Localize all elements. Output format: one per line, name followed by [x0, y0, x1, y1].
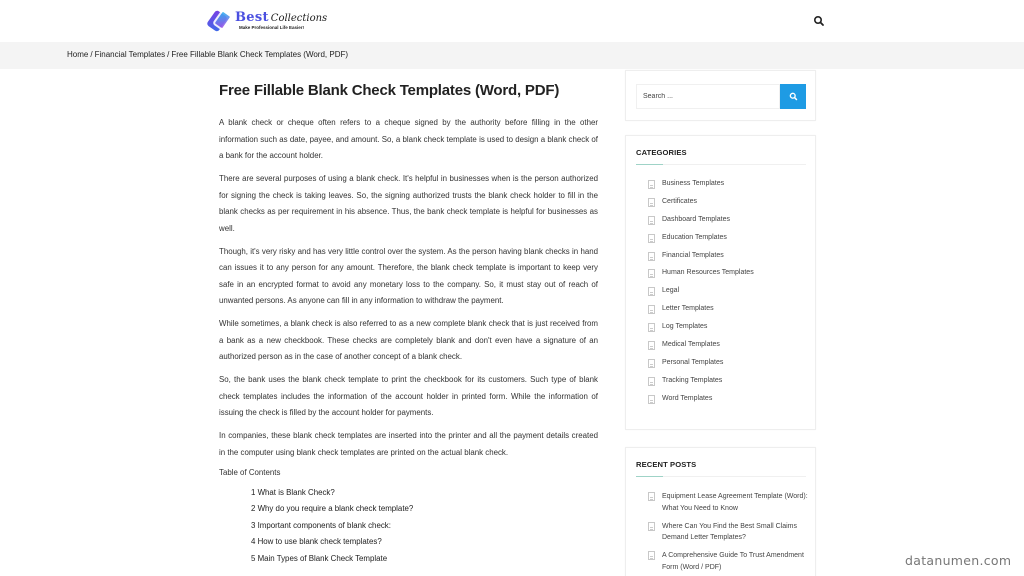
- breadcrumb-home[interactable]: Home: [67, 50, 89, 59]
- breadcrumb-bar: [0, 42, 1024, 69]
- recent-post-link[interactable]: A Comprehensive Guide To Trust Amendment Form (Word / PDF): [662, 552, 804, 571]
- category-link[interactable]: Log Templates: [662, 323, 708, 331]
- toc-link[interactable]: 2 Why do you require a blank check template?: [251, 504, 414, 513]
- toc-link[interactable]: 4 How to use blank check templates?: [251, 537, 382, 546]
- article-paragraph: In companies, these blank check templates are inserted into the printer and all the payment details created in the computer using blank check templates are printed on the actual blank check.: [219, 431, 598, 457]
- search-icon: [789, 92, 798, 101]
- toc-item: [251, 501, 598, 518]
- article-paragraph: Though, it's very risky and has very little control over the system. As the person having blank checks in hand can issues it to any person for any amount. Therefore, the blank check template is important to keep very safe in an encrypted format to avoid any monetary loss to the company. So, it must stay out of reach of unwanted persons. As anyone can fill in any information to withdraw the payment.: [219, 246, 598, 305]
- category-link[interactable]: Letter Templates: [662, 305, 714, 313]
- category-link[interactable]: Personal Templates: [662, 358, 724, 366]
- sidebar: [625, 70, 816, 576]
- category-item: [648, 179, 808, 197]
- category-item: [648, 376, 808, 394]
- search-widget: [625, 70, 816, 121]
- toc-item: [251, 518, 598, 535]
- logo-tagline: Make Professional Life Easier!: [239, 25, 305, 31]
- document-icon: [648, 216, 655, 225]
- category-item: [648, 233, 808, 251]
- categories-title: CATEGORIES: [636, 148, 687, 157]
- search-icon: [813, 15, 825, 27]
- document-icon: [648, 198, 655, 207]
- recent-post-link[interactable]: Where Can You Find the Best Small Claims Demand Letter Templates?: [662, 522, 798, 541]
- site-logo[interactable]: [208, 5, 327, 37]
- categories-widget: [625, 135, 816, 430]
- document-icon: [648, 522, 655, 531]
- category-link[interactable]: Word Templates: [662, 394, 713, 402]
- document-icon: [648, 551, 655, 560]
- category-item: [648, 304, 808, 322]
- document-icon: [648, 395, 655, 404]
- document-icon: [648, 180, 655, 189]
- category-item: [648, 268, 808, 286]
- category-item: [648, 286, 808, 304]
- site-header: [0, 0, 1024, 42]
- search-submit-button[interactable]: [780, 84, 806, 109]
- toc-link[interactable]: 3 Important components of blank check:: [251, 520, 391, 530]
- document-icon: [648, 323, 655, 332]
- breadcrumb-separator: /: [167, 50, 170, 59]
- recent-posts-list: [648, 491, 808, 576]
- logo-mark-icon: [208, 9, 232, 33]
- breadcrumb-separator: /: [90, 50, 93, 59]
- category-link[interactable]: Tracking Templates: [662, 376, 723, 384]
- article-paragraph: A blank check or cheque often refers to a cheque signed by the authority before filling in the other information such as date, payee, and amount. So, a blank check template is used to design a blank check of a bank for the account holder.: [219, 118, 598, 160]
- toc-link[interactable]: 5 Main Types of Blank Check Template: [251, 553, 388, 563]
- title-underline: [636, 476, 806, 477]
- recent-post-item: [648, 491, 808, 521]
- article-paragraph: While sometimes, a blank check is also referred to as a new complete blank check that is just received from a bank as a new checkbook. These checks are completely blank and don't even have a signature of an authorized person as in the case of another concept of a blank check.: [219, 319, 598, 361]
- category-link[interactable]: Dashboard Templates: [662, 215, 730, 223]
- category-item: [648, 197, 808, 215]
- breadcrumb-current: Free Fillable Blank Check Templates (Word, PDF): [171, 50, 349, 59]
- document-icon: [648, 287, 655, 296]
- category-link[interactable]: Business Templates: [662, 180, 725, 187]
- recent-post-link[interactable]: Equipment Lease Agreement Template (Word): What You Need to Know: [662, 493, 808, 512]
- recent-posts-title: RECENT POSTS: [636, 460, 697, 469]
- document-icon: [648, 269, 655, 278]
- article-paragraph: There are several purposes of using a blank check. It's helpful in businesses when is the person authorized for signing the check is taking leaves. So, the signing authorized trusts the blank check holder to fill in the blank checks as per requirement in his absence. Thus, the bank check template is helpful for businesses as well.: [219, 174, 598, 233]
- recent-posts-widget: [625, 447, 816, 576]
- category-item: [648, 322, 808, 340]
- title-underline: [636, 164, 806, 165]
- breadcrumb: [67, 50, 348, 59]
- article-paragraph: So, the bank uses the blank check template to print the checkbook for its customers. Such type of blank check templates includes the information of the account holder in printed form. While the information of issuing the check is filled by the account holder for payments.: [219, 375, 598, 417]
- document-icon: [648, 341, 655, 350]
- category-item: [648, 358, 808, 376]
- table-of-contents: [219, 485, 598, 568]
- watermark: datanumen.com: [905, 553, 1012, 568]
- recent-post-item: [648, 521, 808, 551]
- header-search-button[interactable]: [813, 14, 825, 26]
- document-icon: [648, 234, 655, 243]
- document-icon: [648, 359, 655, 368]
- toc-item: [251, 485, 598, 502]
- category-link[interactable]: Financial Templates: [662, 251, 724, 259]
- logo-brand-script: Collections: [270, 13, 328, 25]
- category-link[interactable]: Certificates: [662, 197, 698, 205]
- category-link[interactable]: Education Templates: [662, 233, 727, 241]
- toc-title: Table of Contents: [219, 467, 281, 477]
- logo-text: [235, 11, 327, 31]
- category-link[interactable]: Human Resources Templates: [662, 269, 754, 277]
- logo-brand-main: Best: [235, 10, 269, 26]
- recent-post-item: [648, 550, 808, 576]
- search-input[interactable]: [636, 84, 780, 109]
- toc-item: [251, 534, 598, 551]
- categories-list: [648, 179, 808, 412]
- breadcrumb-financial-templates[interactable]: Financial Templates: [94, 50, 166, 59]
- category-item: [648, 215, 808, 233]
- toc-link[interactable]: 1 What is Blank Check?: [251, 487, 335, 497]
- category-link[interactable]: Medical Templates: [662, 341, 720, 349]
- category-item: [648, 340, 808, 358]
- category-item: [648, 394, 808, 412]
- document-icon: [648, 305, 655, 314]
- category-link[interactable]: Legal: [662, 287, 680, 295]
- page-title: Free Fillable Blank Check Templates (Word, PDF): [219, 82, 560, 99]
- document-icon: [648, 252, 655, 261]
- document-icon: [648, 492, 655, 501]
- category-item: [648, 251, 808, 269]
- article-content: [219, 82, 598, 567]
- document-icon: [648, 377, 655, 386]
- toc-item: [251, 551, 598, 568]
